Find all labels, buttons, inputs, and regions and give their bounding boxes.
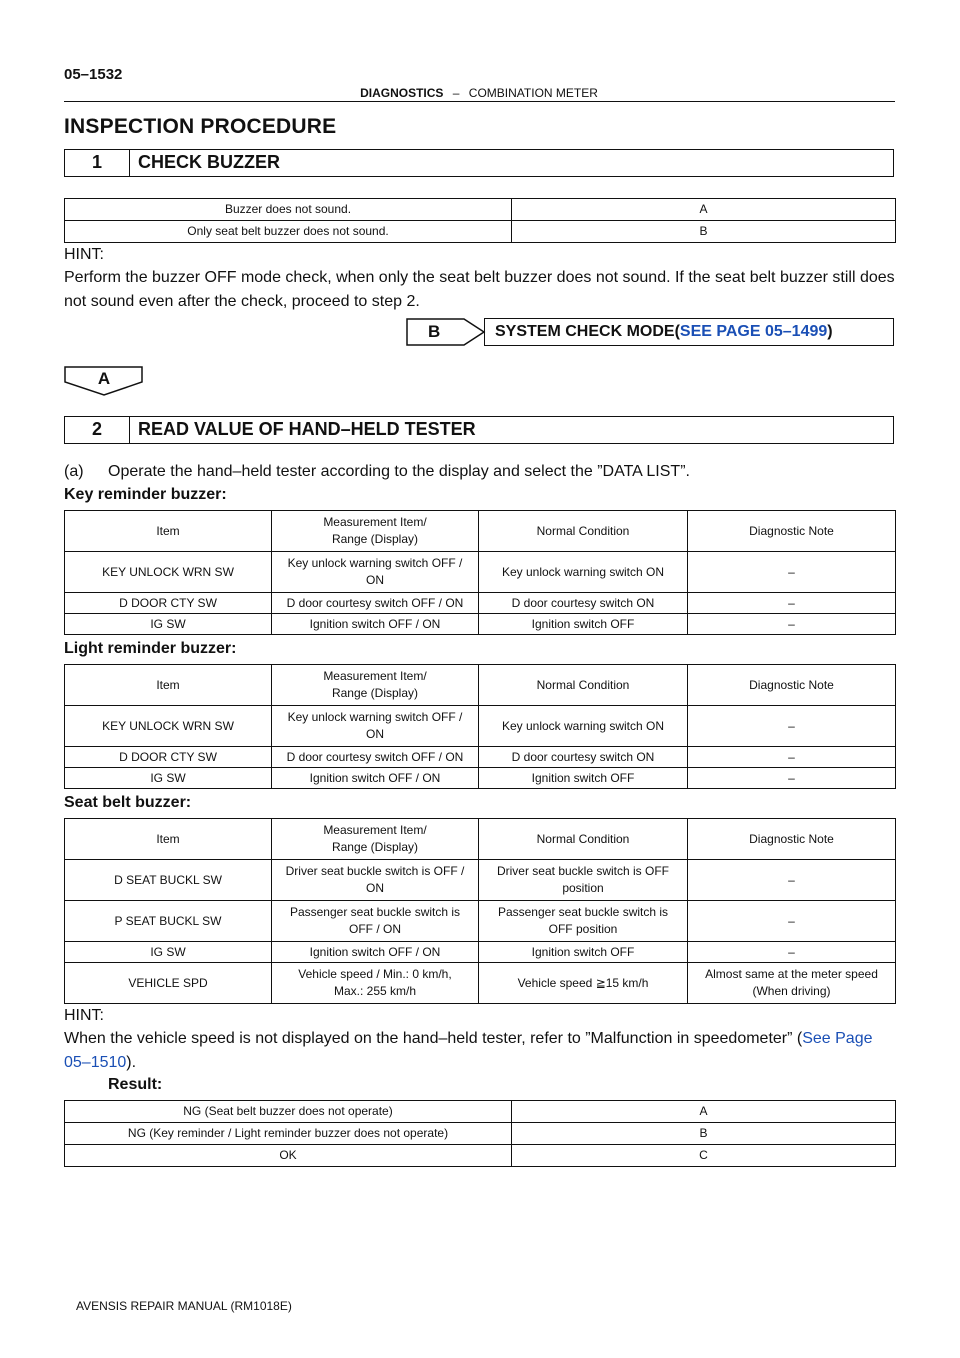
result-label: Result:: [108, 1076, 163, 1093]
table-cell: Ignition switch OFF: [479, 942, 688, 963]
table-row: [65, 1101, 896, 1123]
table-cell: Vehicle speed ≧15 km/h: [479, 963, 688, 1004]
table-row: [65, 942, 896, 963]
step-2-hint-label: HINT:: [64, 1007, 104, 1024]
header-rule: [64, 101, 895, 102]
table-cell: Passenger seat buckle switch is OFF position: [479, 901, 688, 942]
column-header: Normal Condition: [479, 511, 688, 552]
header-separator: –: [452, 86, 460, 100]
table-header-row: [65, 511, 896, 552]
table-row: [65, 768, 896, 789]
table-cell: Passenger seat buckle switch is OFF / ON: [272, 901, 479, 942]
step-2-hint-body: When the vehicle speed is not displayed on the hand–held tester, refer to ”Malfunction in speedometer” (: [64, 1030, 803, 1047]
table-cell: NG (Key reminder / Light reminder buzzer does not operate): [65, 1123, 512, 1145]
column-header: Diagnostic Note: [688, 511, 896, 552]
column-header: Diagnostic Note: [688, 665, 896, 706]
column-header: Item: [65, 665, 272, 706]
table-cell: Ignition switch OFF / ON: [272, 614, 479, 635]
table-cell: IG SW: [65, 942, 272, 963]
table-cell: D DOOR CTY SW: [65, 593, 272, 614]
table-cell: Key unlock warning switch ON: [479, 706, 688, 747]
table-cell: Ignition switch OFF: [479, 768, 688, 789]
table-cell: D SEAT BUCKL SW: [65, 860, 272, 901]
table-cell: P SEAT BUCKL SW: [65, 901, 272, 942]
step-2-number: 2: [65, 417, 130, 443]
table-row: [65, 901, 896, 942]
table-cell: Ignition switch OFF / ON: [272, 768, 479, 789]
branch-a-label: A: [97, 369, 111, 388]
table-row: [65, 221, 896, 243]
table-row: [65, 199, 896, 221]
table-cell: NG (Seat belt buzzer does not operate): [65, 1101, 512, 1123]
table-cell: –: [688, 706, 896, 747]
seat-belt-table: [64, 818, 896, 1004]
table-row: [65, 614, 896, 635]
table-cell: D DOOR CTY SW: [65, 747, 272, 768]
table-row: [65, 860, 896, 901]
table-header-row: [65, 819, 896, 860]
header-subsection: COMBINATION METER: [468, 86, 598, 100]
table-row: [65, 963, 896, 1004]
table-cell: Buzzer does not sound.: [65, 199, 512, 221]
seat-belt-title: Seat belt buzzer:: [64, 794, 192, 811]
table-cell: Key unlock warning switch ON: [479, 552, 688, 593]
table-row: [65, 552, 896, 593]
light-reminder-title: Light reminder buzzer:: [64, 640, 237, 657]
step-2-header: [64, 416, 894, 444]
table-cell: Driver seat buckle switch is OFF / ON: [272, 860, 479, 901]
table-cell: Driver seat buckle switch is OFF position: [479, 860, 688, 901]
column-header: Diagnostic Note: [688, 819, 896, 860]
step-2-instruction-prefix: (a): [64, 463, 84, 480]
table-cell: –: [688, 860, 896, 901]
page-number: 05–1532: [64, 66, 123, 83]
step-1-header: [64, 149, 894, 177]
table-cell: Key unlock warning switch OFF / ON: [272, 552, 479, 593]
column-header: Measurement Item/ Range (Display): [272, 819, 479, 860]
column-header: Item: [65, 819, 272, 860]
key-reminder-table: [64, 510, 896, 635]
table-cell: D door courtesy switch ON: [479, 593, 688, 614]
step-2-instruction: Operate the hand–held tester according to the display and select the ”DATA LIST”.: [108, 463, 690, 480]
column-header: Measurement Item/ Range (Display): [272, 665, 479, 706]
table-row: [65, 706, 896, 747]
page-title: INSPECTION PROCEDURE: [64, 115, 337, 138]
table-cell: –: [688, 747, 896, 768]
table-row: [65, 593, 896, 614]
branch-b-text-close: ): [827, 323, 833, 340]
branch-b-label: B: [428, 322, 441, 341]
step-2-hint-text: [64, 1027, 900, 1075]
table-cell: –: [688, 901, 896, 942]
table-cell: D door courtesy switch OFF / ON: [272, 593, 479, 614]
column-header: Item: [65, 511, 272, 552]
table-cell: OK: [65, 1145, 512, 1167]
step-1-table: [64, 198, 896, 243]
table-cell: KEY UNLOCK WRN SW: [65, 552, 272, 593]
step-1-hint-label: HINT:: [64, 246, 104, 263]
table-cell: –: [688, 614, 896, 635]
key-reminder-title: Key reminder buzzer:: [64, 486, 227, 503]
table-cell: Ignition switch OFF / ON: [272, 942, 479, 963]
step-1-hint-text: Perform the buzzer OFF mode check, when only the seat belt buzzer does not sound. If the seat belt buzzer still does not sound even after the check, proceed to step 2.: [64, 269, 895, 310]
table-cell: B: [512, 221, 896, 243]
speedometer-page-link[interactable]: See Page 05–1510: [64, 1030, 873, 1071]
table-cell: –: [688, 552, 896, 593]
table-header-row: [65, 665, 896, 706]
table-cell: D door courtesy switch OFF / ON: [272, 747, 479, 768]
column-header: Normal Condition: [479, 665, 688, 706]
column-header: Normal Condition: [479, 819, 688, 860]
table-cell: A: [512, 1101, 896, 1123]
light-reminder-table: [64, 664, 896, 789]
step-2-title: READ VALUE OF HAND–HELD TESTER: [138, 419, 476, 439]
footer-manual-id: AVENSIS REPAIR MANUAL (RM1018E): [76, 1299, 292, 1313]
branch-b-box: [484, 318, 894, 346]
branch-b-page-link[interactable]: SEE PAGE 05–1499: [679, 323, 828, 340]
table-cell: –: [688, 593, 896, 614]
table-cell: Ignition switch OFF: [479, 614, 688, 635]
step-2-hint-close: ).: [126, 1054, 137, 1071]
column-header: Measurement Item/ Range (Display): [272, 511, 479, 552]
table-cell: Vehicle speed / Min.: 0 km/h, Max.: 255 km/h: [272, 963, 479, 1004]
table-row: [65, 1123, 896, 1145]
table-cell: C: [512, 1145, 896, 1167]
step-1-title: CHECK BUZZER: [138, 152, 280, 172]
table-cell: IG SW: [65, 768, 272, 789]
header-section: DIAGNOSTICS: [360, 86, 444, 100]
table-row: [65, 1145, 896, 1167]
table-row: [65, 747, 896, 768]
table-cell: VEHICLE SPD: [65, 963, 272, 1004]
table-cell: Almost same at the meter speed (When driving): [688, 963, 896, 1004]
step-1-number: 1: [65, 150, 130, 176]
running-header: [64, 86, 894, 100]
table-cell: D door courtesy switch ON: [479, 747, 688, 768]
result-table: [64, 1100, 896, 1167]
table-cell: B: [512, 1123, 896, 1145]
table-cell: KEY UNLOCK WRN SW: [65, 706, 272, 747]
table-cell: Only seat belt buzzer does not sound.: [65, 221, 512, 243]
table-cell: –: [688, 768, 896, 789]
table-cell: –: [688, 942, 896, 963]
branch-b-arrow: [406, 318, 486, 346]
table-cell: Key unlock warning switch OFF / ON: [272, 706, 479, 747]
table-cell: IG SW: [65, 614, 272, 635]
table-cell: A: [512, 199, 896, 221]
branch-b-text: SYSTEM CHECK MODE(: [495, 323, 680, 340]
